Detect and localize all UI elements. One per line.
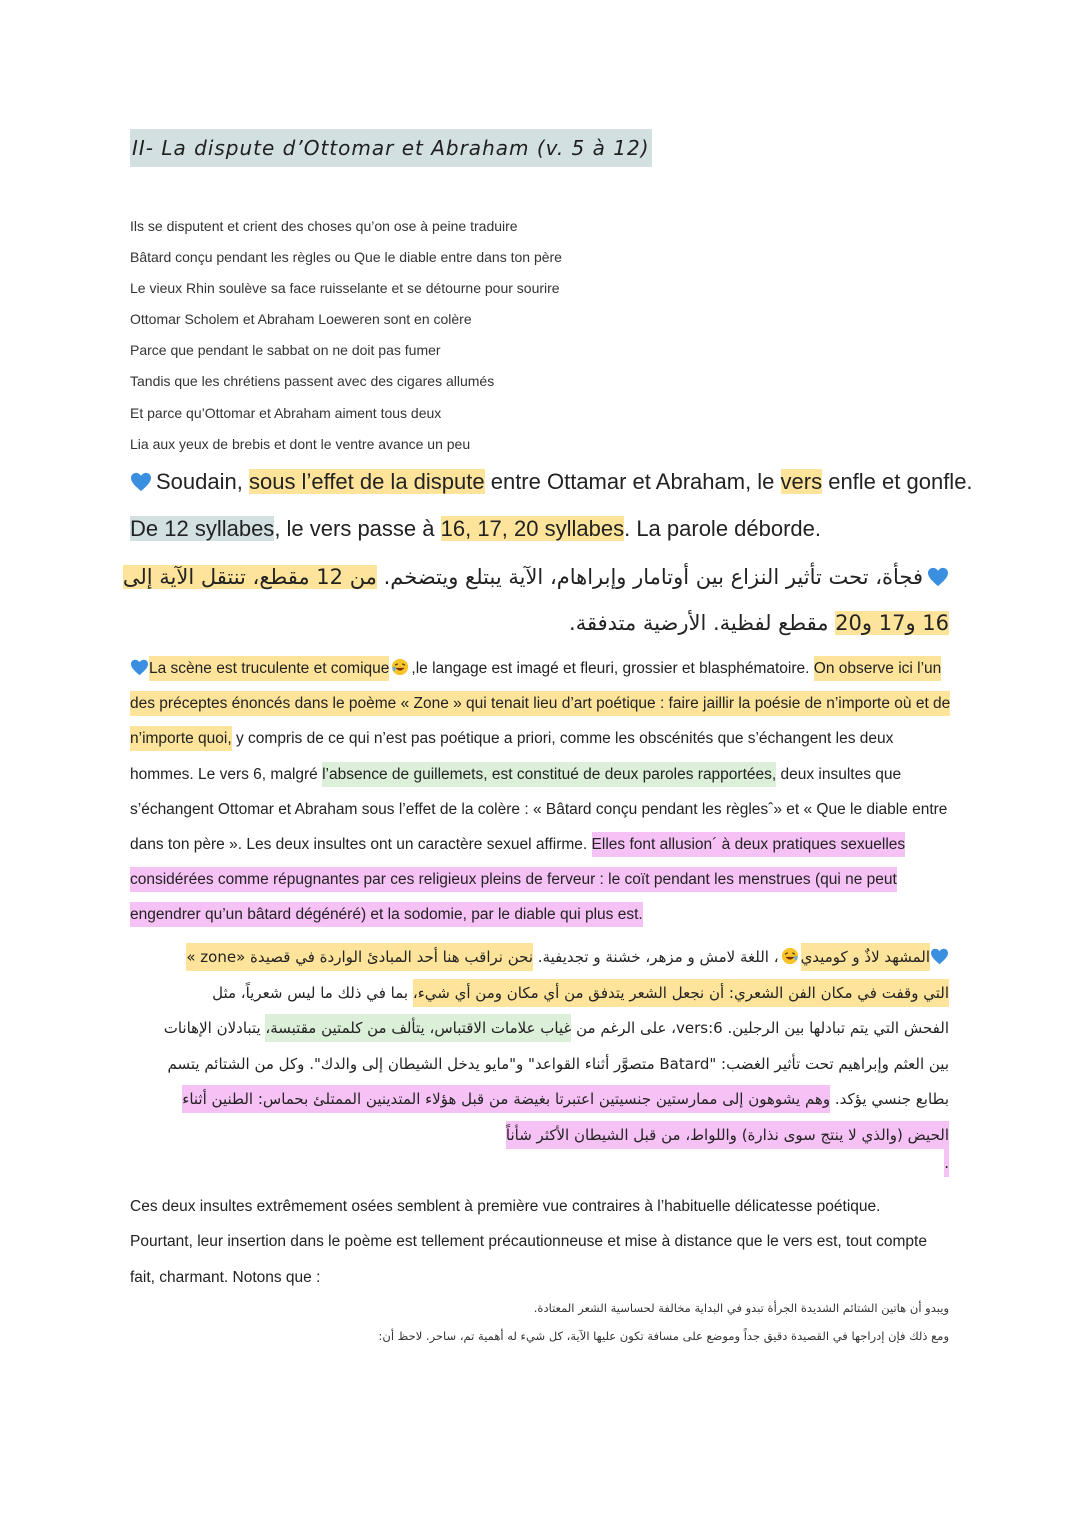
highlight-pink: . xyxy=(944,1149,949,1177)
paragraph-line: Pourtant, leur insertion dans le poème est tellement précautionneuse et mise à distance que le vers est, tout compte xyxy=(130,1233,927,1251)
highlight-blue: De 12 syllabes xyxy=(130,516,275,541)
paragraph-line: Ces deux insultes extrêmement osées semblent à première vue contraires à l’habituelle délicatesse poétique. xyxy=(130,1198,881,1215)
fr-summary-line-1 xyxy=(130,464,973,500)
paragraph-line xyxy=(119,1153,949,1173)
highlight-pink: وهم يشوهون إلى ممارستين جنسيتين اعتبرتا بغيضة من قبل هؤلاء المتدينين الممتلئ بحماس: الطنين أثناء xyxy=(182,1085,830,1113)
paragraph-line xyxy=(119,1011,949,1047)
paragraph-line: fait, charmant. Notons que : xyxy=(130,1268,321,1286)
text-run: , le vers passe à xyxy=(274,516,441,541)
text-run: dans ton père ». Les deux insultes ont un caractère sexuel affirme. xyxy=(130,835,592,853)
ar-analysis-paragraph xyxy=(119,940,949,1173)
blue-heart-icon xyxy=(927,567,949,587)
highlight-yellow: التي وقفت في مكان الفن الشعري: أن نجعل الشعر يتدفق من أي مكان ومن أي شيء، xyxy=(413,979,949,1007)
paragraph-line: s’échangent Ottomar et Abraham sous l’effet de la colère : « Bâtard conçu pendant les règlesˆ» et « Que le diable entre xyxy=(130,800,948,818)
highlight-yellow: 16 و17 و20 xyxy=(835,611,949,635)
paragraph-line xyxy=(119,1118,949,1154)
paragraph-line xyxy=(130,651,950,686)
fr-analysis-paragraph xyxy=(130,651,950,933)
ar-closing-line: ومع ذلك فإن إدراجها في القصيدة دقيق جداً وموضع على مسافة تكون عليها الآية، كل شيء له أهمية تم، ساحر. لاحظ أن: xyxy=(378,1329,949,1343)
highlight-pink: engendrer qu’un bâtard dégénéré) et la sodomie, par le diable qui plus est. xyxy=(130,902,643,927)
highlight-yellow: المشهد لاذٌ و كوميدي xyxy=(801,943,930,971)
text-run: ، اللغة لامش و مزهر، خشنة و تجديفية. xyxy=(533,948,779,966)
highlight-yellow: n’importe quoi, xyxy=(130,726,232,751)
poem-line: Ils se disputent et crient des choses qu’on ose à peine traduire xyxy=(130,218,518,234)
section-title: II- La dispute d’Ottomar et Abraham (v. 5 à 12) xyxy=(130,129,652,167)
paragraph-line xyxy=(130,897,950,932)
highlight-yellow: La scène est truculente et comique xyxy=(149,656,389,681)
text-run: . La parole déborde. xyxy=(624,516,822,541)
highlight-yellow: On observe ici l’un xyxy=(814,656,942,681)
ar-summary-line-2 xyxy=(569,603,949,643)
laughing-emoji-icon xyxy=(781,947,799,965)
poem-line: Parce que pendant le sabbat on ne doit pas fumer xyxy=(130,342,441,359)
laughing-emoji-icon xyxy=(391,658,409,676)
fr-summary-line-2 xyxy=(130,511,821,547)
highlight-pink: Elles font allusion´ à deux pratiques sexuelles xyxy=(592,832,906,857)
poem-line: Tandis que les chrétiens passent avec des cigares allumés xyxy=(130,373,495,390)
highlight-yellow: sous l’effet de la dispute xyxy=(248,469,485,494)
text-run: enfle et gonfle. xyxy=(822,469,973,494)
highlight-pink: الحيض (والذي لا ينتج سوى نذارة) واللواط، من قبل الشيطان الأكثر شأناً xyxy=(506,1121,949,1149)
text-run: بطابع جنسي يؤكد. xyxy=(830,1090,949,1108)
highlight-yellow: vers xyxy=(780,469,823,494)
text-run: ,le langage est imagé et fleuri, grossier et blasphématoire. xyxy=(411,660,814,677)
text-run: الفحش التي يتم تبادلها بين الرجلين. vers:6، على الرغم من xyxy=(571,1019,949,1037)
text-run: hommes. Le vers 6, malgré xyxy=(130,765,323,783)
ar-summary-line-1 xyxy=(123,557,949,597)
paragraph-line xyxy=(119,976,949,1012)
paragraph-line xyxy=(130,757,950,792)
poem-line: Le vieux Rhin soulève sa face ruisselante et se détourne pour sourire xyxy=(130,280,560,297)
text-run: Soudain, xyxy=(156,469,249,494)
blue-heart-icon xyxy=(930,948,949,965)
text-run: deux insultes que xyxy=(776,765,902,783)
text-run: y compris de ce qui n’est pas poétique a priori, comme les obscénités que s’échangent les deux xyxy=(231,730,894,748)
text-run: فجأة، تحت تأثير النزاع بين أوتامار وإبراهام، الآية يبتلع ويتضخم. xyxy=(376,565,923,589)
paragraph-line xyxy=(119,940,949,976)
poem-line: Ottomar Scholem et Abraham Loeweren sont en colère xyxy=(130,311,472,328)
highlight-green: غياب علامات الاقتباس، يتألف من كلمتين مقتبسة، xyxy=(265,1014,571,1042)
highlight-yellow: 16, 17, 20 syllabes xyxy=(440,516,625,541)
poem-line: Lia aux yeux de brebis et dont le ventre avance un peu xyxy=(130,435,471,452)
text-run: entre Ottamar et Abraham, le xyxy=(484,469,781,494)
ar-closing-line: ويبدو أن هاتين الشتائم الشديدة الجرأة تبدو في البداية مخالفة لحساسية الشعر المعتادة. xyxy=(533,1301,949,1315)
paragraph-line xyxy=(130,862,950,897)
highlight-pink: considérées comme répugnantes par ces religieux pleins de ferveur : le coït pendant les menstrues (qui ne peut xyxy=(130,867,897,892)
text-run: يتبادلان الإهانات xyxy=(163,1019,266,1037)
text-run: بما في ذلك ما ليس شعرياً، مثل xyxy=(212,983,413,1002)
poem-excerpt xyxy=(130,212,830,461)
highlight-yellow: des préceptes énoncés dans le poème « Zone » qui tenait lieu d’art poétique : faire jaillir la poésie de n’importe où et de xyxy=(130,691,950,716)
paragraph-line xyxy=(119,1082,949,1118)
text-run: مقطع لفظية. الأرضية متدفقة. xyxy=(569,611,836,635)
highlight-yellow: من 12 مقطع، تنتقل الآية إلى xyxy=(122,565,377,589)
blue-heart-icon xyxy=(130,472,152,492)
poem-line: Bâtard conçu pendant les règles ou Que le diable entre dans ton père xyxy=(130,249,562,266)
blue-heart-icon xyxy=(130,659,149,676)
paragraph-line xyxy=(130,827,950,862)
poem-line: Et parce qu’Ottomar et Abraham aiment tous deux xyxy=(130,404,442,421)
fr-closing-paragraph xyxy=(130,1189,950,1295)
paragraph-line xyxy=(130,721,950,756)
highlight-yellow: نحن نراقب هنا أحد المبادئ الواردة في قصيدة «zone » xyxy=(186,943,533,971)
highlight-green: l’absence de guillemets, est constitué de deux paroles rapportées, xyxy=(322,762,776,787)
paragraph-line xyxy=(130,686,950,721)
paragraph-line: بين العثم وإبراهيم تحت تأثير الغضب: "Batard متصوَّر أثناء القواعد" و"مايو يدخل الشيطان إلى والدك". وكل من الشتائم يتسم xyxy=(167,1054,949,1073)
